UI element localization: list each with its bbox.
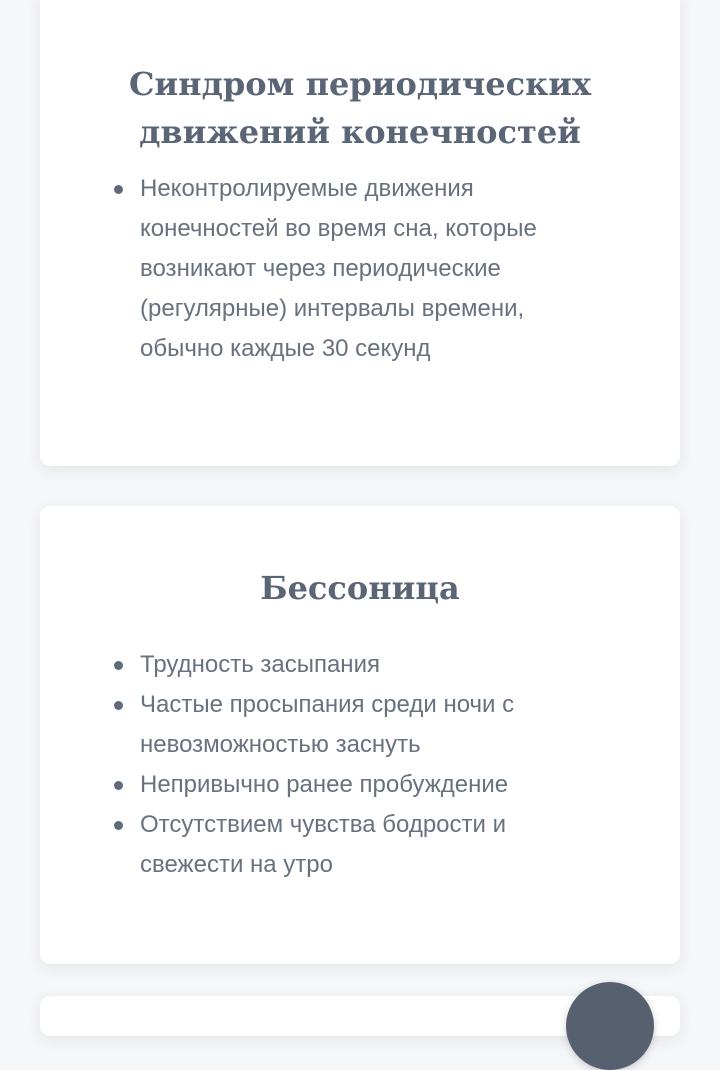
condition-card-limb-movements [40, 0, 680, 466]
symptom-item: Непривычно ранее пробуждение [140, 765, 680, 805]
symptom-item: Неконтролируемые движения конечностей во время сна, которые возникают через периодические (регулярные) интервалы времени, обычно каждые 30 секунд [140, 169, 680, 369]
card-title: Синдром периодических движений конечностей [128, 65, 592, 151]
symptom-item: Трудность засыпания [140, 645, 680, 685]
symptom-list [40, 169, 680, 369]
symptom-item: Частые просыпания среди ночи с невозможностью заснуть [140, 685, 680, 765]
symptom-list [40, 645, 680, 885]
symptom-item: Отсутствием чувства бодрости и свежести на утро [140, 805, 680, 885]
card-title: Бессоница [260, 569, 460, 607]
floating-action-button[interactable] [566, 982, 654, 1070]
condition-card-insomnia [40, 506, 680, 964]
